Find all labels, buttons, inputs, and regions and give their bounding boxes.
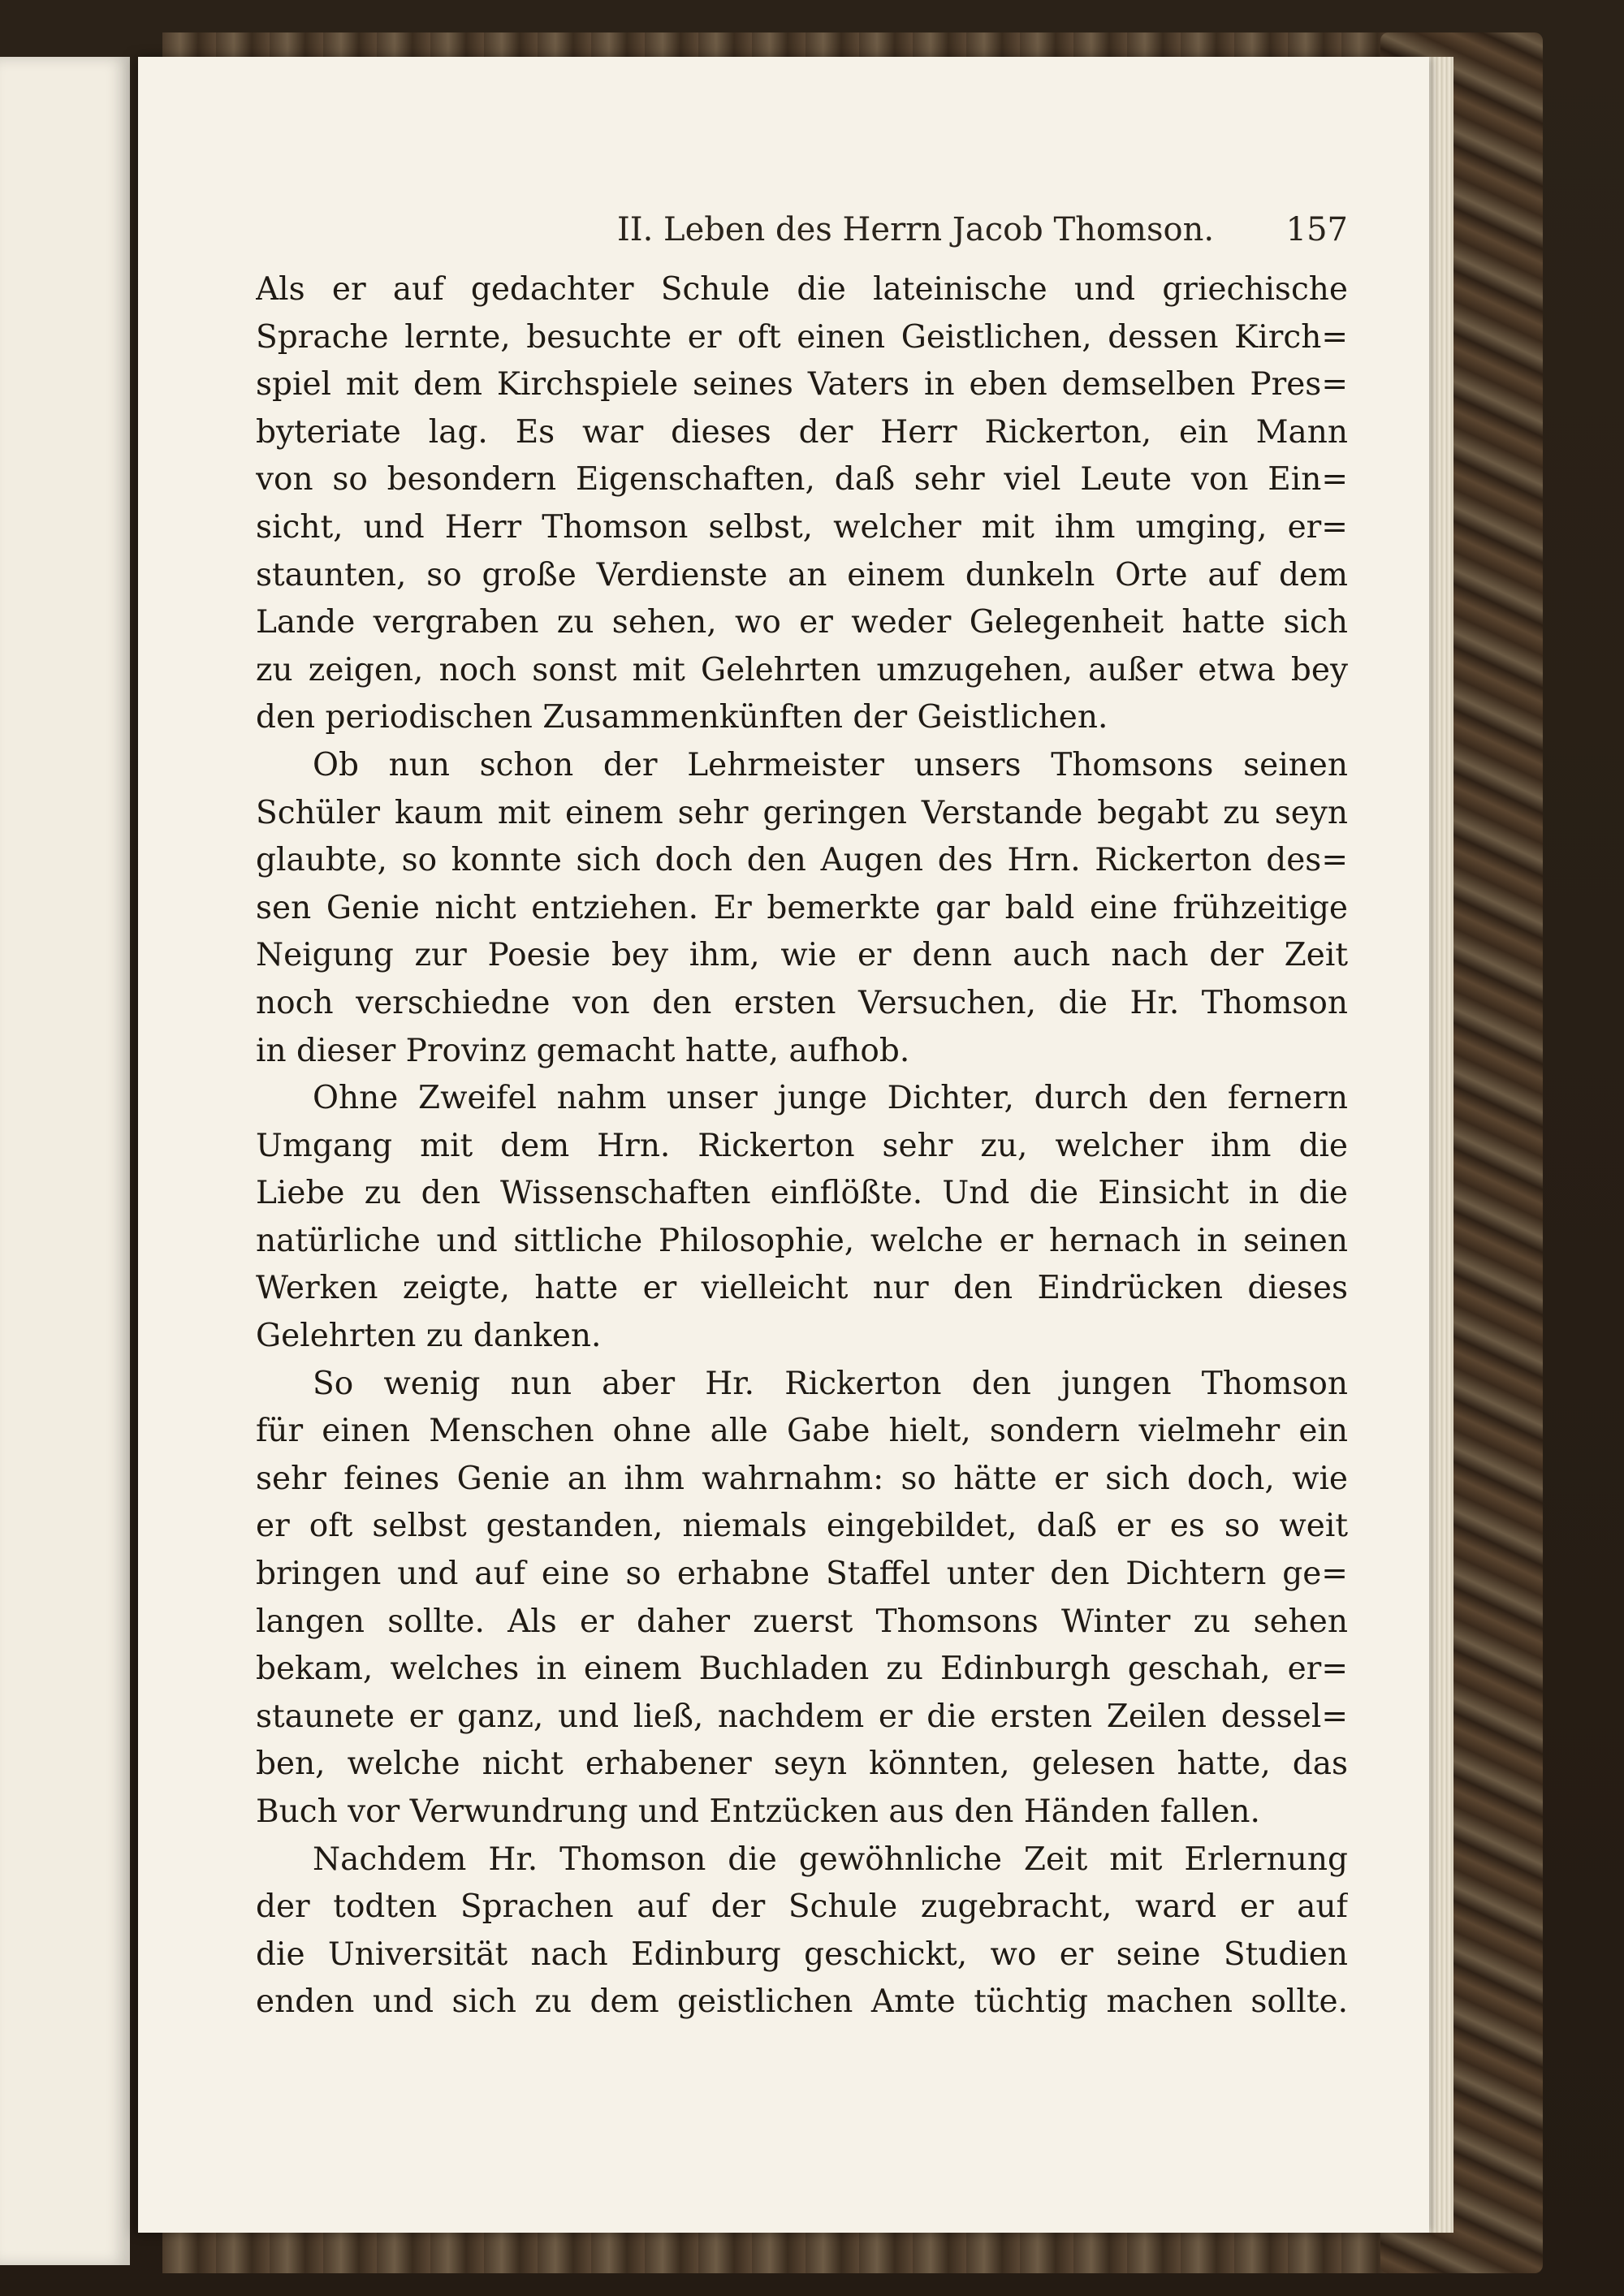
text-line: enden und sich zu dem geistlichen Amte tüchtig machen sollte. [256, 1983, 1348, 2021]
text-line: den periodischen Zusammenkünften der Geistlichen. [256, 699, 1108, 736]
text-line: Liebe zu den Wissenschaften einflößte. Und die Einsicht in die [256, 1175, 1348, 1212]
text-line: staunete er ganz, und ließ, nachdem er die ersten Zeilen dessel= [256, 1698, 1348, 1735]
text-line: staunten, so große Verdienste an einem dunkeln Orte auf dem [256, 556, 1348, 593]
book-page [138, 57, 1429, 2233]
text-line: Nachdem Hr. Thomson die gewöhnliche Zeit mit Erlernung [313, 1841, 1348, 1878]
text-line: spiel mit dem Kirchspiele seines Vaters in eben demselben Pres= [256, 366, 1348, 404]
text-line: sehr feines Genie an ihm wahrnahm: so hätte er sich doch, wie [256, 1460, 1348, 1497]
running-title: II. Leben des Herrn Jacob Thomson. [617, 211, 1215, 248]
text-line: Sprache lernte, besuchte er oft einen Geistlichen, dessen Kirch= [256, 318, 1348, 356]
text-line: glaubte, so konnte sich doch den Augen des Hrn. Rickerton des= [256, 842, 1348, 879]
text-line: die Universität nach Edinburg geschickt, wo er seine Studien [256, 1936, 1348, 1973]
text-line: von so besondern Eigenschaften, daß sehr viel Leute von Ein= [256, 461, 1348, 498]
text-line: So wenig nun aber Hr. Rickerton den jungen Thomson [313, 1365, 1348, 1402]
text-line: in dieser Provinz gemacht hatte, aufhob. [256, 1032, 910, 1069]
text-line: Lande vergraben zu sehen, wo er weder Gelegenheit hatte sich [256, 604, 1348, 641]
page-header [260, 203, 1348, 260]
left-page-edge [0, 57, 130, 2265]
text-line: Buch vor Verwundrung und Entzücken aus den Händen fallen. [256, 1793, 1260, 1830]
text-line: Werken zeigte, hatte er vielleicht nur den Eindrücken dieses [256, 1270, 1348, 1307]
text-line: byteriate lag. Es war dieses der Herr Rickerton, ein Mann [256, 413, 1348, 451]
text-line: Als er auf gedachter Schule die lateinische und griechische [256, 271, 1348, 308]
text-line: Gelehrten zu danken. [256, 1318, 602, 1355]
text-line: Umgang mit dem Hrn. Rickerton sehr zu, welcher ihm die [256, 1127, 1348, 1164]
text-line: Ob nun schon der Lehrmeister unsers Thomsons seinen [313, 746, 1348, 783]
text-line: noch verschiedne von den ersten Versuchen, die Hr. Thomson [256, 984, 1348, 1021]
text-line: sicht, und Herr Thomson selbst, welcher mit ihm umging, er= [256, 508, 1348, 546]
text-line: zu zeigen, noch sonst mit Gelehrten umzugehen, außer etwa bey [256, 651, 1348, 688]
text-line: sen Genie nicht entziehen. Er bemerkte gar bald eine frühzeitige [256, 889, 1348, 926]
text-line: Ohne Zweifel nahm unser junge Dichter, durch den fernern [313, 1080, 1348, 1117]
text-line: der todten Sprachen auf der Schule zugebracht, ward er auf [256, 1888, 1348, 1926]
text-line: er oft selbst gestanden, niemals eingebildet, daß er es so weit [256, 1508, 1348, 1545]
text-line: bringen und auf eine so erhabne Staffel unter den Dichtern ge= [256, 1556, 1348, 1593]
text-line: Neigung zur Poesie bey ihm, wie er denn auch nach der Zeit [256, 937, 1348, 974]
text-line: natürliche und sittliche Philosophie, welche er hernach in seinen [256, 1222, 1348, 1259]
text-line: langen sollte. Als er daher zuerst Thomsons Winter zu sehen [256, 1603, 1348, 1640]
text-line: für einen Menschen ohne alle Gabe hielt, sondern vielmehr ein [256, 1413, 1348, 1450]
body-text [256, 266, 1348, 2026]
text-line: ben, welche nicht erhabener seyn könnten, gelesen hatte, das [256, 1746, 1348, 1783]
text-line: Schüler kaum mit einem sehr geringen Verstande begabt zu seyn [256, 794, 1348, 831]
page-number: 157 [1285, 211, 1348, 248]
text-line: bekam, welches in einem Buchladen zu Edinburgh geschah, er= [256, 1651, 1348, 1688]
